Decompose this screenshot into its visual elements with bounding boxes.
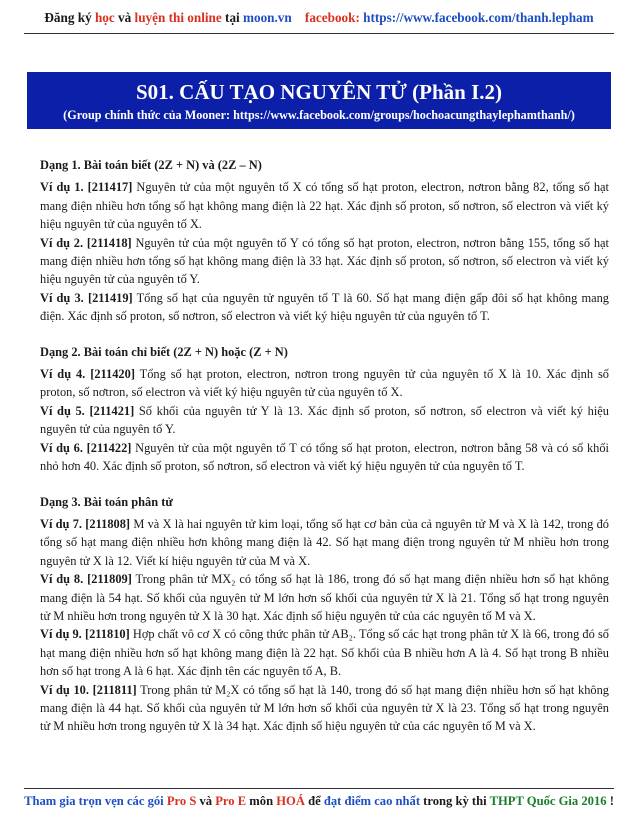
- example-code: [211417]: [87, 180, 133, 195]
- example-code: [211419]: [87, 290, 133, 305]
- footer-text-2: và: [196, 794, 216, 808]
- example-item: [40, 178, 609, 233]
- footer-text-4: để: [304, 794, 324, 808]
- example-item: [40, 515, 609, 570]
- example-label: Ví dụ 10.: [40, 682, 89, 697]
- example-code: [211809]: [87, 572, 132, 587]
- example-label: Ví dụ 5.: [40, 403, 85, 418]
- footer-hoa: HOÁ: [276, 794, 305, 808]
- example-text: M và X là hai nguyên tử kim loại, tổng số hạt cơ bản của cả nguyên tử M và X là 142, trong đó tổng số hạt mang điện nhiều hơn không mang điện là 42. Số hạt mang điện trong nguyên tử M nhiều hơn trong nguyên tử X là 12. Viết kí hiệu nguyên tử của M và X.: [40, 516, 609, 568]
- section-dang-3: [40, 493, 609, 736]
- example-code: [211811]: [92, 682, 137, 697]
- page-subtitle: (Group chính thức của Mooner: https://www.facebook.com/groups/hochoacungthaylephamthanh/): [63, 108, 575, 122]
- page-header: [0, 10, 638, 26]
- example-item: [40, 681, 609, 736]
- section-dang-2: [40, 343, 609, 476]
- example-text: Nguyên tử của một nguyên tố Y có tổng số hạt proton, electron, nơtron bằng 155, tổng số hạt mang điện nhiều hơn tổng số hạt không mang điện là 33 hạt. Xác định số proton, số nơtron, số electron và viết ký hiệu nguyên tử của nguyên tố Y.: [40, 235, 609, 287]
- example-label: Ví dụ 4.: [40, 367, 86, 382]
- example-item: [40, 402, 609, 439]
- example-code: [211421]: [89, 403, 135, 418]
- footer-text-6: !: [606, 794, 614, 808]
- example-item: [40, 234, 609, 289]
- header-link-facebook[interactable]: https://www.facebook.com/thanh.lepham: [363, 10, 594, 25]
- header-text-2: và: [114, 10, 135, 25]
- footer-pro-s: Pro S: [166, 794, 197, 808]
- example-label: Ví dụ 9.: [40, 627, 82, 642]
- example-item: [40, 625, 609, 680]
- page-title: S01. CẤU TẠO NGUYÊN TỬ (Phần I.2): [136, 80, 502, 104]
- example-label: Ví dụ 1.: [40, 180, 84, 195]
- footer-text-3: môn: [246, 794, 277, 808]
- header-text-hoc: học: [94, 10, 115, 25]
- example-text: Tổng số hạt proton, electron, nơtron trong nguyên tử của nguyên tố X là 10. Xác định số proton, số nơtron, số electron và viết ký hiệu nguyên tử của nguyên tố X.: [40, 367, 609, 400]
- example-code: [211810]: [84, 627, 130, 642]
- footer-dat-diem: đạt điểm cao nhất: [323, 794, 421, 808]
- footer-divider: [24, 788, 614, 789]
- example-item: [40, 365, 609, 402]
- example-label: Ví dụ 2.: [40, 235, 84, 250]
- example-code: [211808]: [85, 516, 131, 531]
- example-text: Số khối của nguyên tử Y là 13. Xác định số proton, số nơtron, số electron và viết ký hiệu nguyên tử của nguyên tố Y.: [40, 403, 609, 437]
- example-text: Nguyên tử của một nguyên tố T có tổng số hạt proton, electron, nơtron bằng 58 và có số khối nhỏ hơn 40. Xác định số proton, số nơtron, số electron và viết ký hiệu nguyên tử của nguyên tố T.: [40, 440, 609, 474]
- example-label: Ví dụ 3.: [40, 290, 84, 305]
- title-banner: [27, 72, 611, 129]
- example-text: Trong phân tử M₂X có tổng số hạt là 140, trong đó số hạt mang điện nhiều hơn số hạt không mang điện là 44 hạt. Số khối của nguyên tử M lớn hơn số khối của nguyên tử X là 23. Tổng số hạt trong nguyên tử M nhiều hơn trong nguyên tử X là 34 hạt. Xác định số hiệu nguyên tử của các nguyên tố M và X.: [40, 682, 609, 734]
- example-item: [40, 570, 609, 625]
- main-content: [40, 156, 609, 753]
- footer-thpt: THPT Quốc Gia 2016: [489, 794, 607, 808]
- header-text-facebook: facebook:: [291, 10, 364, 25]
- example-label: Ví dụ 8.: [40, 572, 84, 587]
- header-link-moon[interactable]: moon.vn: [243, 10, 292, 25]
- example-code: [211418]: [86, 235, 132, 250]
- page-footer: [0, 794, 638, 809]
- example-code: [211422]: [86, 440, 132, 455]
- example-item: [40, 289, 609, 326]
- example-item: [40, 439, 609, 476]
- example-label: Ví dụ 7.: [40, 516, 83, 531]
- example-text: Hợp chất vô cơ X có công thức phân tử AB₂. Tổng số các hạt trong phân tử X là 66, trong đó số hạt mang điện nhiều hơn số hạt không mang điện là 22 hạt. Số khối của B nhiều hơn A là 4. Số hạt trong B nhiều hơn số hạt trong A là 6 hạt. Xác định tên các nguyên tố A, B.: [40, 627, 609, 679]
- header-text-3: tại: [221, 10, 243, 25]
- header-text-1: Đăng ký: [44, 10, 95, 25]
- header-text-luyen-thi: luyện thi online: [134, 10, 222, 25]
- section-title: Dạng 2. Bài toán chỉ biết (2Z + N) hoặc (Z + N): [40, 344, 288, 359]
- example-label: Ví dụ 6.: [40, 440, 83, 455]
- example-text: Tổng số hạt của nguyên tử nguyên tố T là 60. Số hạt mang điện gấp đôi số hạt không mang điện. Xác định số proton, số nơtron, số electron và viết ký hiệu nguyên tử của nguyên tố T.: [40, 290, 609, 324]
- section-title: Dạng 3. Bài toán phân tử: [40, 494, 173, 509]
- example-code: [211420]: [90, 367, 135, 382]
- header-divider: [24, 33, 614, 34]
- example-text: Nguyên tử của một nguyên tố X có tổng số hạt proton, electron, nơtron bằng 82, tổng số hạt mang điện nhiều hơn tổng số hạt không mang điện là 22 hạt. Xác định số proton, số nơtron, số electron và viết ký hiệu nguyên tử của nguyên tố X.: [40, 180, 609, 232]
- footer-text-5: trong kỳ thi: [420, 794, 490, 808]
- section-dang-1: [40, 156, 609, 326]
- footer-pro-e: Pro E: [215, 794, 247, 808]
- example-text: Trong phân tử MX₂ có tổng số hạt là 186, trong đó số hạt mang điện nhiều hơn số hạt không mang điện là 54 hạt. Số khối của nguyên tử M lớn hơn số khối của nguyên tử X là 21. Tổng số hạt trong nguyên tử M nhiều hơn trong nguyên tử X là 30 hạt. Xác định số hiệu nguyên tử của các nguyên tố M và X.: [40, 572, 609, 623]
- footer-text-1: Tham gia trọn vẹn các gói: [24, 794, 167, 808]
- section-title: Dạng 1. Bài toán biết (2Z + N) và (2Z – N): [40, 158, 262, 172]
